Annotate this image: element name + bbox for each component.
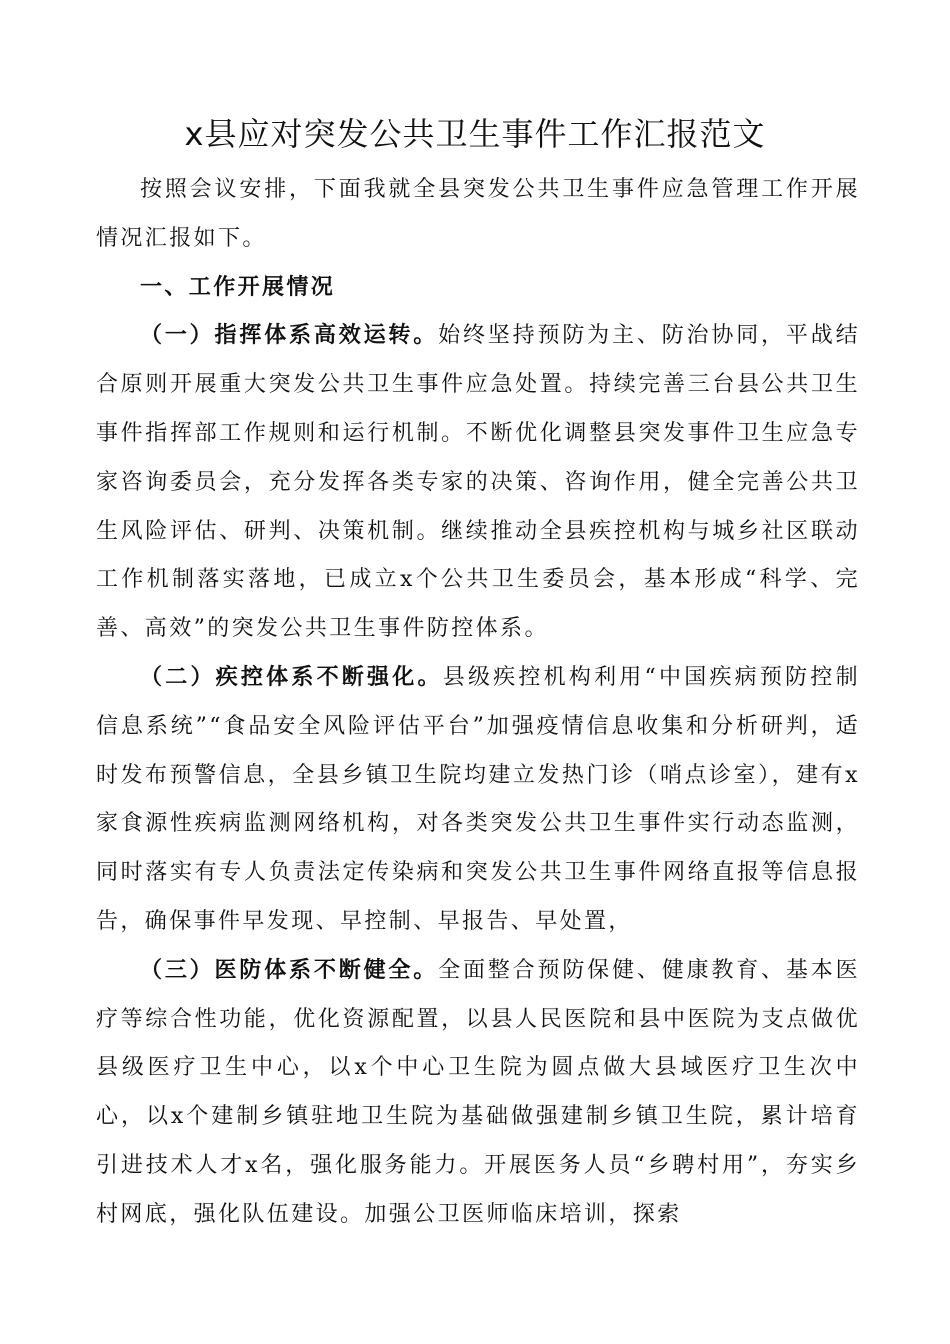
paragraph-text: 县级疾控机构利用“中国疾病预防控制信息系统”“食品安全风险评估平台”加强疫情信息收集和分析研判，适时发布预警信息，全县乡镇卫生院均建立发热门诊（哨点诊室），建有x家食源性疾病监测网络机构，对各类突发公共卫生事件实行动态监测，同时落实有专人负责法定传染病和突发公共卫生事件网络直报等信息报告，确保事件早发现、早控制、早报告、早处置，	[96, 664, 860, 934]
paragraph-text: 全面整合预防保健、健康教育、基本医疗等综合性功能，优化资源配置，以县人民医院和县中医院为支点做优县级医疗卫生中心，以x个中心卫生院为圆点做大县域医疗卫生次中心，以x个建制乡镇驻地卫生院为基础做强建制乡镇卫生院，累计培育引进技术人才x名，强化服务能力。开展医务人员“乡聘村用”，夯实乡村网底，强化队伍建设。加强公卫医师临床培训，探索	[96, 957, 860, 1227]
paragraph-text: 始终坚持预防为主、防治协同，平战结合原则开展重大突发公共卫生事件应急处置。持续完善三台县公共卫生事件指挥部工作规则和运行机制。不断优化调整县突发事件卫生应急专家咨询委员会，充分发挥各类专家的决策、咨询作用，健全完善公共卫生风险评估、研判、决策机制。继续推动全县疾控机构与城乡社区联动工作机制落实落地，已成立x个公共卫生委员会，基本形成“科学、完善、高效”的突发公共卫生事件防控体系。	[96, 323, 860, 642]
paragraph-lead: （二）疾控体系不断强化。	[140, 664, 443, 690]
paragraph-command-system	[96, 312, 860, 654]
intro-paragraph: 按照会议安排，下面我就全县突发公共卫生事件应急管理工作开展情况汇报如下。	[96, 177, 860, 251]
paragraph-lead: （三）医防体系不断健全。	[140, 957, 439, 983]
paragraph-lead: （一）指挥体系高效运转。	[140, 323, 439, 349]
paragraph-disease-control	[96, 654, 860, 947]
document-body	[96, 166, 860, 1240]
section-heading: 一、工作开展情况	[140, 274, 336, 300]
document-title: x县应对突发公共卫生事件工作汇报范文	[184, 115, 766, 153]
paragraph-medical-prevention	[96, 947, 860, 1240]
